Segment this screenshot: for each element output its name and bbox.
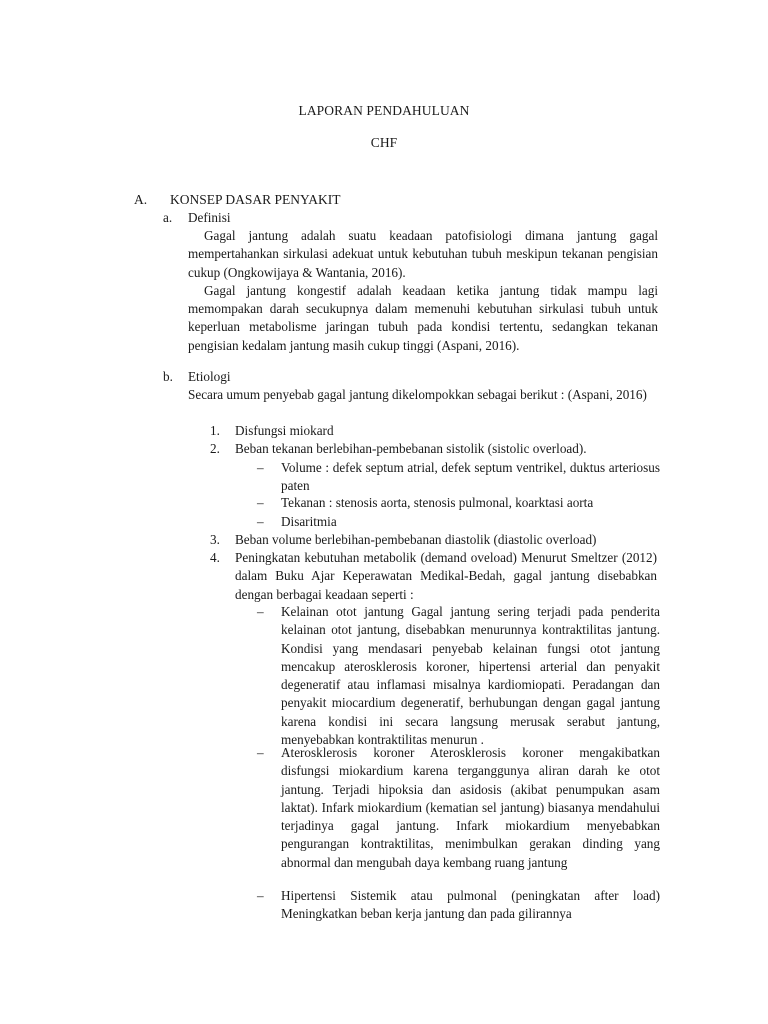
subsection-label: a. — [163, 210, 173, 225]
document-subtitle: CHF — [370, 135, 398, 150]
dash-bullet: – — [257, 514, 264, 529]
sub-list-item — [257, 513, 660, 531]
sub-list-text: Volume : defek septum atrial, defek septum ventrikel, duktus arteriosus paten — [281, 460, 660, 494]
sub-list-item — [257, 459, 660, 496]
sub-list-text: Kelainan otot jantung Gagal jantung sering terjadi pada penderita kelainan otot jantung, disebabkan menurunnya kontraktilitas jantung. Kondisi yang mendasari penyebab kelainan fungsi otot jantung mencakup aterosklerosis koroner, hipertensi arterial dan penyakit degeneratif atau inflamasi misalnya kardiomiopati. Peradangan dan penyakit miocardium degeneratif, berhubungan dengan gagal jantung karena kondisi ini secara langsung merusak serabut jantung, menyebabkan kontraktilitas menurun . — [281, 604, 660, 748]
list-number: 2. — [210, 441, 220, 456]
dash-bullet: – — [257, 888, 264, 903]
dash-bullet: – — [257, 604, 264, 619]
dash-bullet: – — [257, 495, 264, 510]
list-item — [210, 422, 657, 440]
sub-list-item — [257, 494, 660, 512]
list-item — [210, 531, 657, 549]
dash-bullet: – — [257, 460, 264, 475]
subsection-heading-definisi — [163, 209, 231, 227]
list-number: 1. — [210, 423, 220, 438]
subsection-label: b. — [163, 369, 173, 384]
paragraph: Secara umum penyebab gagal jantung dikelompokkan sebagai berikut : (Aspani, 2016) — [188, 387, 647, 402]
etiologi-intro — [188, 386, 658, 404]
list-item — [210, 549, 657, 604]
paragraph: Gagal jantung kongestif adalah keadaan ketika jantung tidak mampu lagi memompakan darah secukupnya dalam memenuhi kebutuhan sirkulasi tubuh untuk keperluan metabolisme jaringan tubuh pada kondisi tertentu, sedangkan tekanan pengisian kedalam jantung masih cukup tinggi (Aspani, 2016). — [188, 282, 658, 353]
list-item — [210, 440, 657, 458]
list-number: 3. — [210, 532, 220, 547]
definisi-body — [188, 227, 658, 355]
subsection-heading-etiologi — [163, 368, 231, 386]
sub-list-text: Disaritmia — [281, 514, 337, 529]
sub-list-text: Hipertensi Sistemik atau pulmonal (peningkatan after load) Meningkatkan beban kerja jantung dan pada gilirannya — [281, 888, 660, 922]
section-label: A. — [134, 192, 148, 207]
sub-list-text: Tekanan : stenosis aorta, stenosis pulmonal, koarktasi aorta — [281, 495, 594, 510]
list-text: Peningkatan kebutuhan metabolik (demand oveload) Menurut Smeltzer (2012) dalam Buku Ajar Keperawatan Medikal-Bedah, gagal jantung disebabkan dengan berbagai keadaan seperti : — [235, 550, 657, 602]
section-title: KONSEP DASAR PENYAKIT — [170, 192, 341, 207]
section-heading — [134, 191, 694, 209]
sub-list-item — [257, 887, 660, 924]
list-number: 4. — [210, 550, 220, 565]
dash-bullet: – — [257, 745, 264, 760]
list-text: Beban volume berlebihan-pembebanan diastolik (diastolic overload) — [235, 532, 597, 547]
paragraph: Gagal jantung adalah suatu keadaan patofisiologi dimana jantung gagal mempertahankan sirkulasi adekuat untuk kebutuhan tubuh meskipun tekanan pengisian cukup (Ongkowijaya & Wantania, 2016). — [188, 228, 658, 280]
document-title: LAPORAN PENDAHULUAN — [298, 103, 470, 118]
subsection-title: Definisi — [188, 210, 231, 225]
list-text: Beban tekanan berlebihan-pembebanan sistolik (sistolic overload). — [235, 441, 587, 456]
sub-list-text: Aterosklerosis koroner Aterosklerosis koroner mengakibatkan disfungsi miokardium karena terganggunya aliran darah ke otot jantung. Terjadi hipoksia dan asidosis (akibat penumpukan asam laktat). Infark miokardium (kematian sel jantung) biasanya mendahului terjadinya gagal jantung. Infark miokardium menyebabkan pengurangan kontraktilitas, menimbulkan gerakan dinding yang abnormal dan mengubah daya kembang ruang jantung — [281, 745, 660, 870]
sub-list-item — [257, 744, 660, 872]
sub-list-item — [257, 603, 660, 749]
subsection-title: Etiologi — [188, 369, 231, 384]
list-text: Disfungsi miokard — [235, 423, 334, 438]
